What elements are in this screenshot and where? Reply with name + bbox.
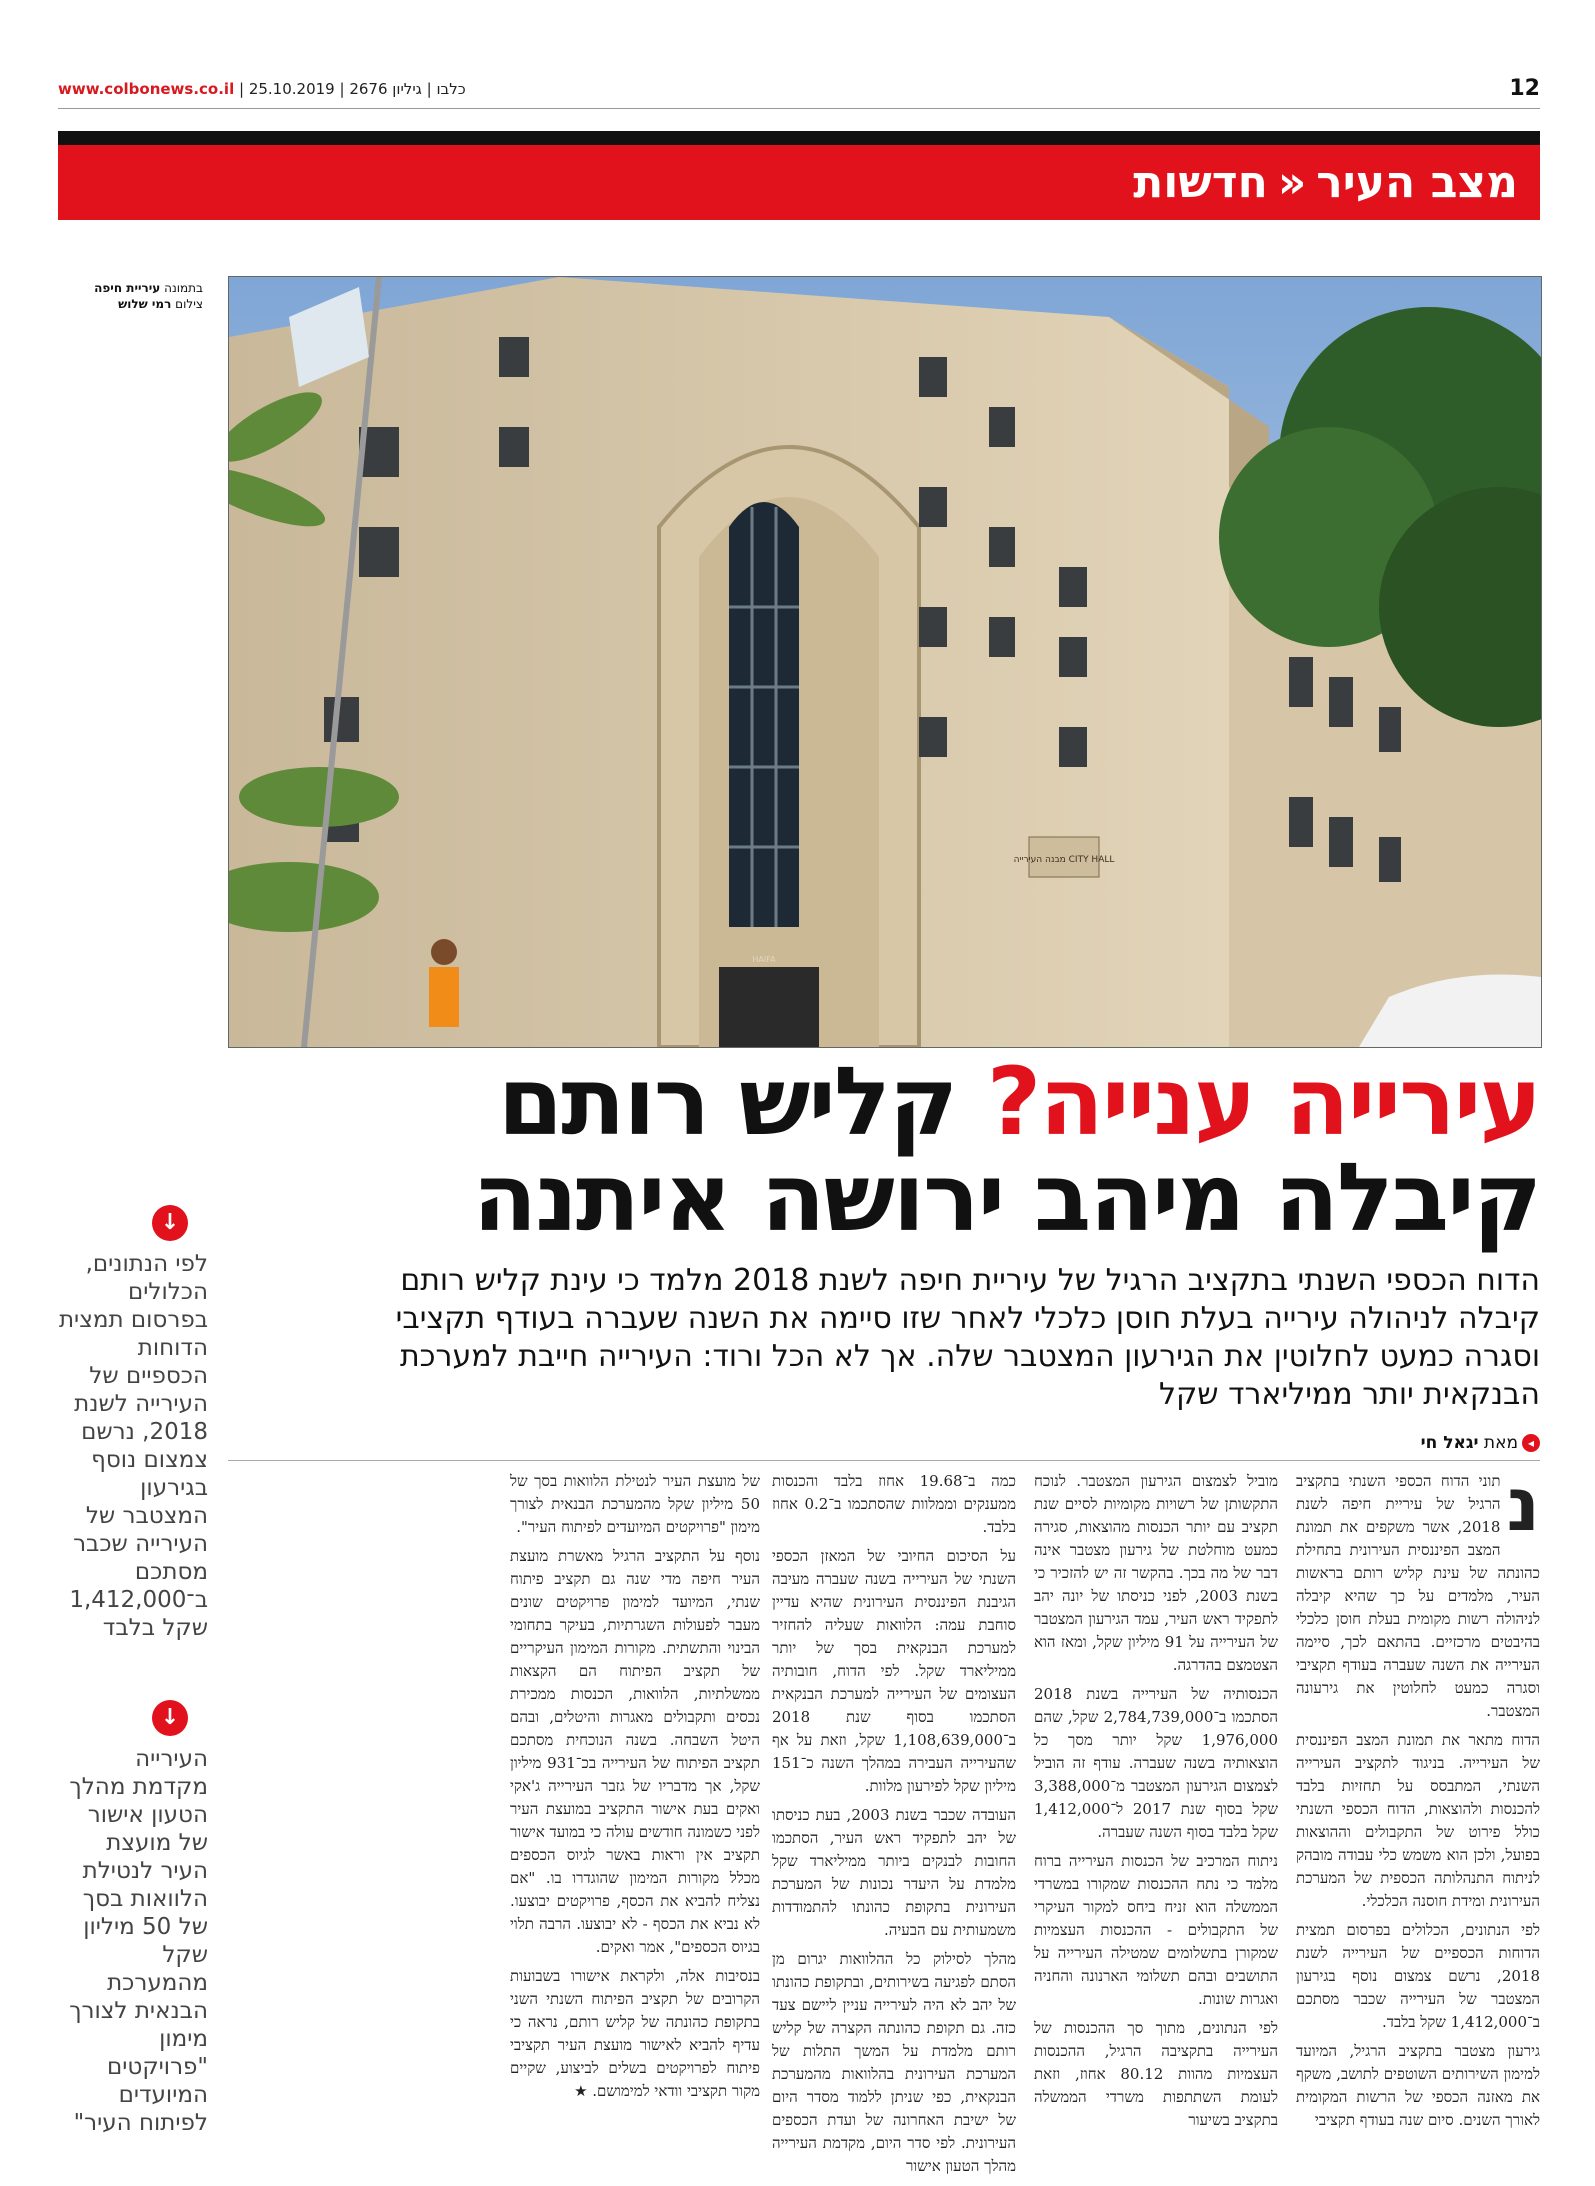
issue-meta: | כלבו | גיליון 2676 | 25.10.2019 [239,80,466,98]
chevrons-icon: « [1277,157,1307,208]
paragraph: לפי הנתונים, מתוך סך ההכנסות של העירייה בתקציבה הרגיל, ההכנסות העצמיות מהוות 80.12 אחוז, וזאת לעומת השתתפות משרדי הממשלה בתקציב בשיעור [1034,2019,1278,2129]
city-hall-photo [228,276,1542,1048]
paragraph: על הסיכום החיובי של המאזן הכספי השנתי של העירייה בשנה שעברה מעיבה הגיבנת הפיננסית העירונית שהיא עדיין סוחבת עמה: הלוואות שעליה להחזיר למערכת הבנקאית בסך של יותר ממיליארד שקל. לפי הדוח, חובותיה העצומים של העירייה למערכת הבנקאית הסתכמו בסוף שנת 2018 ב־1,108,639,000 שקל, וזאת על אף שהעירייה העבירה במהלך השנה כ־151 מיליון שקל לפירעון מלוות. [772,1547,1016,1795]
sidebar-note-2: העירייה מקדמת מהלך הטעון אישור של מועצת העיר לנטילת הלוואות בסך של 50 מיליון שקל מהמערכת הבנאית לצורך מימון "פרויקטים המיועדים לפיתוח העיר" [69,1746,208,2136]
site-url[interactable]: www.colbonews.co.il [58,80,235,98]
paragraph: הדוח מתאר את תמונת המצב הפיננסית של העירייה. בניגוד לתקציב העירייה השנתי, המתבסס על תחזיות בלבד להכנסות ולהוצאות, הדוח הכספי השנתי כולל פירוט של התקבולים וההוצאות בפועל, ולכן הוא משמש כלי עבודה מובהק לניתוח התנהלותה הכספית של המערכת העירונית ומידת חוסנה הכלכלי. [1296,1731,1540,1910]
arrow-down-icon: ↓ [152,1205,188,1241]
paragraph: מהלך לסילוק כל ההלוואות יגרום מן הסתם לפגיעה בשירותים, ובתקופת כהונתו של יהב לא היה לעירייה עניין ליישם צעד כזה. גם תקופת כהונתה הקצרה של קליש רותם מלמדת על המשך התלות של המערכת העירונית בהלוואות מהמערכת הבנקאית, כפי שניתן ללמוד מסדר היום של ישיבת האחרונה של ועדת הכספים העירונית. לפי סדר היום, מקדמת העירייה מהלך הטעון אישור [772,1950,1016,2175]
photo-caption [53,280,203,312]
article-column-2 [1034,1470,1278,2138]
masthead-info [58,80,466,98]
article-column-4 [510,1470,760,2109]
paragraph: כמה ב־19.68 אחוז בלבד והכנסות ממענקים וממלוות שהסתכמו ב־0.2 אחוז בלבד. [772,1472,1016,1536]
byline-rule [228,1460,1540,1461]
city-hall-illustration [229,277,1541,1047]
paragraph: בנסיבות אלה, ולקראת אישורו בשבועות הקרובים של תקציב הפיתוח השנתי השני בתקופת כהונתה של קליש רותם, נראה כי עדיף להביא לאישור מועצת העיר תקציבי פיתוח לפרויקטים בשלים לביצוע, שקיים מקור תקציבי וודאי למימושם. ★ [510,1967,760,2100]
byline [1421,1433,1540,1453]
byline-prefix: מאת [1483,1433,1518,1453]
caption-prefix-1: בתמונה [164,281,203,295]
article-column-3 [772,1470,1016,2184]
byline-arrow-icon: ◂ [1522,1434,1540,1452]
headline-black: קליש רותם [497,1048,957,1157]
section-title: מצב העיר [1316,157,1518,208]
headline-line-2: קיבלה מיהב ירושה איתנה [472,1144,1540,1253]
article-subhead: הדוח הכספי השנתי בתקציב הרגיל של עיריית חיפה לשנת 2018 מלמד כי עינת קליש רותם קיבלה לניהולה עירייה בעלת חוסן כלכלי לאחר שזו סיימה את השנה שעברה בעודף תקציבי וסגרה כמעט לחלוטין את הגירעון המצטבר שלה. אך לא הכל ורוד: העירייה חייבת למערכת הבנקאית יותר ממיליארד שקל [395,1263,1540,1412]
caption-prefix-2: צילום [175,297,203,311]
paragraph: של מועצת העיר לנטילת הלוואות בסך של 50 מיליון שקל מהמערכת הבנאית לצורך מימון "פרויקטים המיועדים לפיתוח העיר". [510,1472,760,1536]
paragraph: ניתוח המרכיב של הכנסות העירייה ברוח מלמד כי נתח ההכנסות שמקורו במשרדי הממשלה הוא זניח ביחס למקור העיקרי של התקבולים - ההכנסות העצמיות שמקורן בתשלומים שמטילה העירייה על התושבים ובהם תשלומי הארנונה והחניה ואגרות שונות. [1034,1852,1278,2008]
section-banner [58,145,1540,220]
byline-author: יגאל חי [1420,1433,1479,1453]
page-number: 12 [1509,76,1540,101]
paragraph: לפי הנתונים, הכלולים בפרסום תמצית הדוחות הכספיים של העירייה לשנת 2018, נרשם צמצום נוסף בגירעון המצטבר של העירייה שכבר מסתכם ב־1,412,000 שקל בלבד. [1296,1921,1540,2031]
sidebar-note-1: לפי הנתונים, הכלולים בפרסום תמצית הדוחות הכספיים של העירייה לשנת 2018, נרשם צמצום נוסף בגירעון המצטבר של העירייה שכבר מסתכם ב־1,412,000 שקל בלבד [58,1251,208,1641]
paragraph: גירעון מצטבר בתקציב הרגיל, המיועד למימון השירותים השוטפים לתושב, משקף את מאזנה הכספי של הרשות המקומית לאורך השנים. סיום שנה בעודף תקציבי [1296,2042,1540,2129]
paragraph: נוסף על התקציב הרגיל מאשרת מועצת העיר חיפה מדי שנה גם תקציב פיתוח שנתי, המיועד למימון פרויקטים שונים מעבר לפעולות השגרתיות, בעיקר בתחומי הבינוי והתשתית. מקורות המימון העיקריים של תקציב הפיתוח הם הקצאות ממשלתיות, הלוואות, הכנסות ממכירת נכסים ותקבולים מאגרות והיטלים, ובהם היטל השבחה. בשנה הנוכחית מסתכם תקציב הפיתוח של העירייה בכ־931 מיליון שקל, אך מדבריו של גזבר העירייה ג'אקי ואקים בעת אישור התקציב במועצת העיר לפני כשמונה חודשים עולה כי במועד אישור תקציב אין וראות באשר לגיוס הכספים מכלל מקורות המימון שהוגדרו בו. "אם נצליח להביא את הכסף, פרויקטים יבוצעו. לא נביא את הכסף - לא יבוצעו. הרבה תלוי בגיוס הכספים", אמר ואקים. [510,1547,760,1956]
arrow-down-icon: ↓ [152,1700,188,1736]
section-top-bar [58,131,1540,145]
door-sign: HAIFA [752,955,776,964]
caption-photographer: רמי שלוש [118,297,172,311]
paragraph: הכנסותיה של העירייה בשנת 2018 הסתכמו ב־2,784,739,000 שקל, שהם 1,976,000 שקל יותר מסך כל הוצאותיה בשנה שעברה. עודף זה הוביל לצמצום הגירעון המצטבר מ־3,388,000 שקל בסוף שנת 2017 ל־1,412,000 שקל בלבד בסוף השנה שעברה. [1034,1685,1279,1841]
caption-subject: עיריית חיפה [94,281,161,295]
headline-red: עירייה ענייה? [986,1048,1540,1157]
section-category: חדשות [1133,157,1268,208]
paragraph: העובדה שכבר בשנת 2003, בעת כניסתו של יהב לתפקיד ראש העיר, הסתכמו החובות לבנקים ביותר ממיליארד שקל מלמדת על היעדר נכונות של המערכת העירונית בתקופת כהונתו להתמודדות משמעותית עם הבעיה. [772,1806,1016,1939]
article-headline [290,1048,1540,1253]
paragraph: תוני הדוח הכספי השנתי בתקציב הרגיל של עיריית חיפה לשנת 2018, אשר משקפים את תמונת המצב הפיננסית העירונית בתחילת כהונתה של עינת קליש רותם בראשות העיר, מלמדים על כך שהיא קיבלה לניהולה רשות מקומית בעלת חוסן כלכלי בהיבטים מרכזיים. בהתאם לכך, סיימה העירייה את השנה שעברה בעודף תקציבי וסגרה כמעט לחלוטין את גירעונה המצטבר. [1296,1472,1540,1720]
article-column-1 [1296,1462,1540,2138]
drop-cap: נ [1506,1462,1540,1548]
paragraph: מוביל לצמצום הגירעון המצטבר. לנוכח התקשותן של רשויות מקומיות לסיים שנת תקציב עם יותר הכנסות מהוצאות, סגירה כמעט מוחלטת של גירעון מצטבר אינה דבר של מה בכך. בהקשר זה יש להזכיר כי בשנת 2003, לפני כניסתו של יונה יהב לתפקיד ראש העיר, עמד הגירעון המצטבר של העירייה על 91 מיליון שקל, ומאז הוא הצטמצם בהדרגה. [1034,1472,1278,1674]
building-sign: מבנה העירייה CITY HALL [1013,855,1115,865]
